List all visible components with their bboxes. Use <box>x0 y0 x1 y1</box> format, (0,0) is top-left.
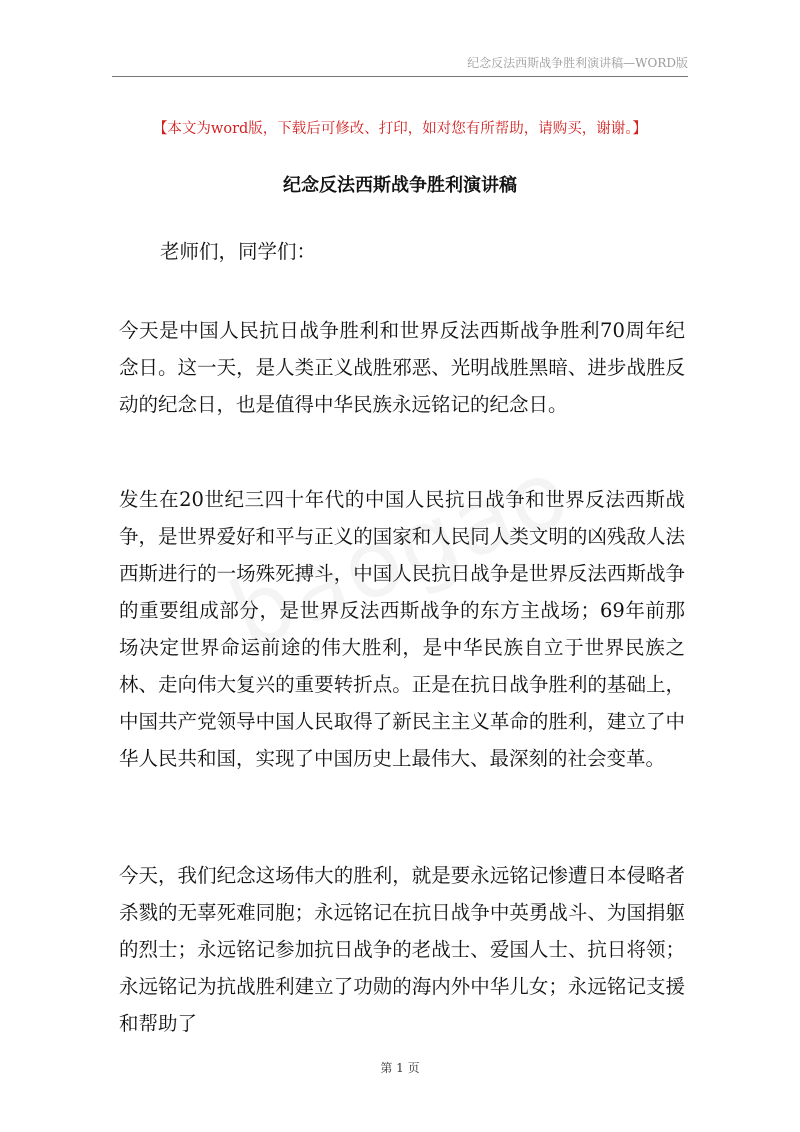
body-paragraph-3: 今天，我们纪念这场伟大的胜利，就是要永远铭记惨遭日本侵略者杀戮的无辜死难同胞；永远铭记在抗日战争中英勇战斗、为国捐躯的烈士；永远铭记参加抗日战争的老战士、爱国人士、抗日将领；永远铭记为抗战胜利建立了功勋的海内外中华儿女；永远铭记支援和帮助了 <box>119 864 685 1035</box>
download-notice: 【本文为word版，下载后可修改、打印，如对您有所帮助，请购买，谢谢。】 <box>152 121 648 137</box>
body-paragraph-2: 发生在20世纪三四十年代的中国人民抗日战争和世界反法西斯战争，是世界爱好和平与正义的国家和人民同人类文明的凶残敌人法西斯进行的一场殊死搏斗，中国人民抗日战争是世界反法西斯战争的重要组成部分，是世界反法西斯战争的东方主战场；69年前那场决定世界命运前途的伟大胜利，是中华民族自立于世界民族之林、走向伟大复兴的重要转折点。正是在抗日战争胜利的基础上，中国共产党领导中国人民取得了新民主主义革命的胜利，建立了中华人民共和国，实现了中国历史上最伟大、最深刻的社会变革。 <box>119 488 685 770</box>
page-header <box>112 52 688 77</box>
document-title: 纪念反法西斯战争胜利演讲稿 <box>283 175 517 196</box>
salutation: 老师们，同学们： <box>160 240 317 263</box>
body-paragraph-1: 今天是中国人民抗日战争胜利和世界反法西斯战争胜利70周年纪念日。这一天，是人类正义战胜邪恶、光明战胜黑暗、进步战胜反动的纪念日，也是值得中华民族永远铭记的纪念日。 <box>119 319 685 416</box>
page-number: 第 1 页 <box>380 1061 420 1075</box>
running-title: 纪念反法西斯战争胜利演讲稿—WORD版 <box>467 56 688 70</box>
